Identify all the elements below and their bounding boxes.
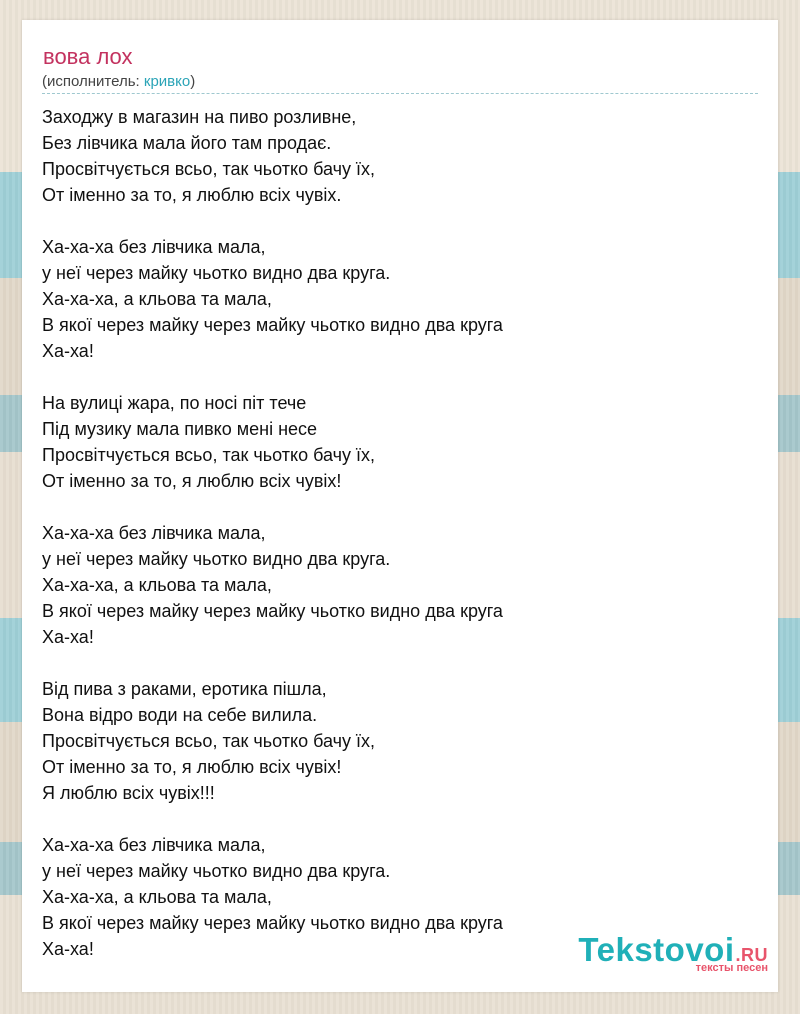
lyrics-line: От іменно за то, я люблю всіх чувіх! (42, 757, 342, 777)
artist-link[interactable]: кривко (143, 73, 191, 90)
lyrics-line: В якої через майку через майку чьотко видно два круга (42, 315, 503, 335)
lyrics-stanza (42, 104, 762, 208)
lyrics-card (22, 20, 778, 992)
artist-suffix: ) (190, 73, 196, 90)
header-divider (42, 93, 758, 94)
artist-info (42, 72, 195, 92)
lyrics-line: Ха-ха-ха, а кльова та мала, (42, 575, 272, 595)
lyrics-stanza (42, 520, 762, 650)
logo-main-text: Tekstovoi (578, 931, 735, 968)
lyrics-line: Ха-ха-ха без лівчика мала, (42, 835, 266, 855)
lyrics-line: у неї через майку чьотко видно два круга. (42, 263, 391, 283)
logo-suffix: .RU (735, 945, 768, 965)
lyrics-stanza (42, 676, 762, 806)
lyrics-stanza (42, 390, 762, 494)
logo-tagline: тексты песен (695, 962, 768, 974)
lyrics-line: Заходжу в магазин на пиво розливне, (42, 107, 357, 127)
lyrics-line: Від пива з раками, еротика пішла, (42, 679, 327, 699)
lyrics-line: Ха-ха! (42, 341, 94, 361)
lyrics-line: Просвітчується всьо, так чьотко бачу їх, (42, 731, 375, 751)
lyrics-line: Ха-ха-ха, а кльова та мала, (42, 289, 272, 309)
lyrics-line: Просвітчується всьо, так чьотко бачу їх, (42, 159, 375, 179)
lyrics-line: От іменно за то, я люблю всіх чувіх! (42, 471, 342, 491)
lyrics-line: Ха-ха-ха, а кльова та мала, (42, 887, 272, 907)
artist-prefix: (исполнитель: (42, 73, 144, 90)
lyrics-line: у неї через майку чьотко видно два круга. (42, 861, 391, 881)
lyrics-line: Ха-ха-ха без лівчика мала, (42, 237, 266, 257)
lyrics-line: Вона відро води на себе вилила. (42, 705, 318, 725)
lyrics-line: Ха-ха! (42, 627, 94, 647)
lyrics-line: В якої через майку через майку чьотко видно два круга (42, 601, 503, 621)
lyrics-line: у неї через майку чьотко видно два круга. (42, 549, 391, 569)
lyrics-line: Під музику мала пивко мені несе (42, 419, 318, 439)
lyrics-line: На вулиці жара, по носі піт тече (42, 393, 307, 413)
lyrics-line: Ха-ха! (42, 939, 94, 959)
lyrics-line: В якої через майку через майку чьотко видно два круга (42, 913, 503, 933)
lyrics-stanza (42, 234, 762, 364)
lyrics-line: Я люблю всіх чувіх!!! (42, 783, 215, 803)
lyrics-line: От іменно за то, я люблю всіх чувіх. (42, 185, 342, 205)
lyrics-line: Просвітчується всьо, так чьотко бачу їх, (42, 445, 375, 465)
lyrics-body (42, 104, 762, 988)
lyrics-line: Ха-ха-ха без лівчика мала, (42, 523, 266, 543)
lyrics-line: Без лівчика мала його там продає. (42, 133, 332, 153)
song-title: вова лох (43, 44, 133, 69)
